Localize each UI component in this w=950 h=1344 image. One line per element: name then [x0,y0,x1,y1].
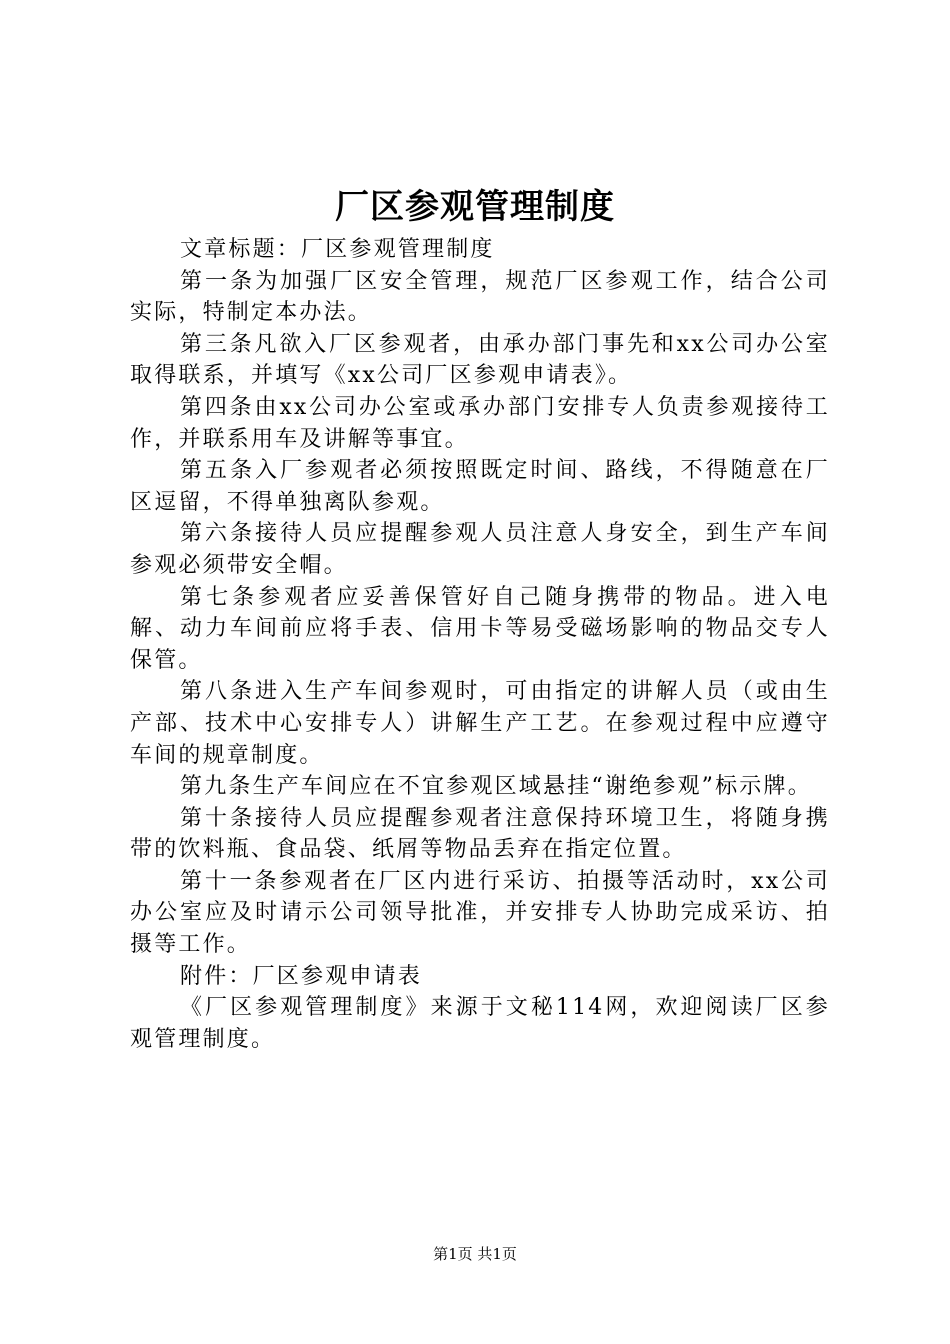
paragraph-article-5: 第五条入厂参观者必须按照既定时间、路线，不得随意在厂区逗留，不得单独离队参观。 [130,458,830,515]
paragraph-source-note: 《厂区参观管理制度》来源于文秘114网，欢迎阅读厂区参观管理制度。 [130,995,830,1052]
page-footer: 第1页 共1页 [433,1245,517,1263]
paragraph-article-3: 第三条凡欲入厂区参观者，由承办部门事先和xx公司办公室取得联系，并填写《xx公司厂区参观申请表》。 [130,331,830,389]
paragraph-article-title: 文章标题：厂区参观管理制度 [180,237,495,262]
paragraph-article-9: 第九条生产车间应在不宜参观区域悬挂“谢绝参观”标示牌。 [180,774,812,800]
paragraph-article-8: 第八条进入生产车间参观时，可由指定的讲解人员（或由生产部、技术中心安排专人）讲解生产工艺。在参观过程中应遵守车间的规章制度。 [130,679,830,768]
paragraph-article-11: 第十一条参观者在厂区内进行采访、拍摄等活动时，xx公司办公室应及时请示公司领导批准，并安排专人协助完成采访、拍摄等工作。 [130,868,830,958]
document-title: 厂区参观管理制度 [335,187,615,227]
document-body [130,234,830,1055]
paragraph-article-7: 第七条参观者应妥善保管好自己随身携带的物品。进入电解、动力车间前应将手表、信用卡等易受磁场影响的物品交专人保管。 [130,584,830,673]
paragraph-attachment: 附件：厂区参观申请表 [180,963,423,989]
paragraph-article-1: 第一条为加强厂区安全管理，规范厂区参观工作，结合公司实际，特制定本办法。 [130,268,830,326]
paragraph-article-6: 第六条接待人员应提醒参观人员注意人身安全，到生产车间参观必须带安全帽。 [130,521,830,578]
paragraph-article-10: 第十条接待人员应提醒参观者注意保持环境卫生，将随身携带的饮料瓶、食品袋、纸屑等物品丢弃在指定位置。 [130,805,830,863]
paragraph-article-4: 第四条由xx公司办公室或承办部门安排专人负责参观接待工作，并联系用车及讲解等事宜。 [130,394,830,452]
